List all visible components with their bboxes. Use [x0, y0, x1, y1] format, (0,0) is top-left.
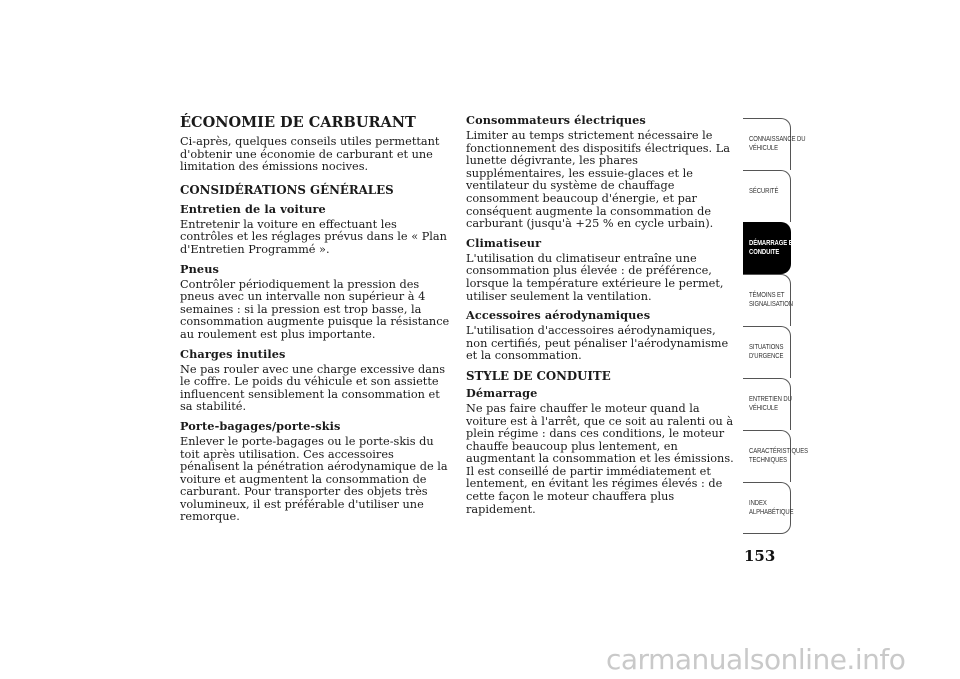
intro-paragraph: Ci-après, quelques conseils utiles permettant d'obtenir une économie de carburant et une limitation des émissions nocives. [180, 135, 440, 174]
tab-label-line: ENTRETIEN DU [749, 394, 792, 403]
subsection-text: Entretenir la voiture en effectuant les contrôles et les réglages prévus dans le « Plan d'Entretien Programmé ». [180, 217, 447, 256]
subsection-roof-rack [180, 420, 450, 524]
subsection-heading: Consommateurs électriques [466, 113, 646, 127]
subsection-text: Ne pas faire chauffer le moteur quand la voiture est à l'arrêt, que ce soit au ralenti ou à plein régime : dans ces conditions, le moteur chauffe beaucoup plus lentement, en augmentant la consommation et les émissions. Il est conseillé de partir immédiatement et lentement, en évitant les régimes élevés : de cette façon le moteur chauffera plus rapidement. [466, 401, 734, 516]
tab-label-line: CONNAISSANCE DU [749, 134, 806, 143]
subsection-electrical [466, 114, 736, 231]
tab-label-line: TÉMOINS ET [749, 290, 785, 299]
subsection-heading: Porte-bagages/porte-skis [180, 418, 341, 433]
chapter-tabs [743, 118, 808, 534]
section-heading-driving-style: STYLE DE CONDUITE [466, 368, 611, 383]
page-title: ÉCONOMIE DE CARBURANT [180, 114, 416, 131]
subsection-maintenance [180, 203, 450, 257]
subsection-text: Contrôler périodiquement la pression des pneus avec un intervalle non supérieur à 4 semaines : si la pression est trop basse, la consommation augmente puisque la résistance au roulement est plus importante. [180, 277, 450, 341]
watermark: carmanualsonline.info [606, 643, 906, 676]
tab-label-line: ALPHABÉTIQUE [749, 507, 794, 516]
tab-warning-lights[interactable] [743, 274, 791, 326]
tab-label-line: SIGNALISATION [749, 299, 793, 308]
subsection-heading: Charges inutiles [180, 346, 286, 361]
tab-label-line: SITUATIONS [749, 342, 784, 351]
tab-label-line: DÉMARRAGE ET [749, 238, 797, 247]
subsection-text: Ne pas rouler avec une charge excessive dans le coffre. Le poids du véhicule et son assiette influencent sensiblement la consommation et sa stabilité. [180, 362, 446, 414]
tab-starting-driving[interactable] [743, 222, 797, 274]
tab-label-line: CONDUITE [749, 247, 780, 256]
tab-vehicle-knowledge[interactable] [743, 118, 806, 170]
tab-technical-specs[interactable] [743, 430, 808, 482]
tab-safety[interactable] [743, 170, 791, 222]
subsection-text: L'utilisation d'accessoires aérodynamiques, non certifiés, peut pénaliser l'aérodynamisme et la consommation. [466, 324, 729, 363]
subsection-air-conditioning [466, 237, 736, 303]
tab-label-line: SÉCURITÉ [749, 186, 779, 195]
subsection-heading: Accessoires aérodynamiques [466, 308, 651, 323]
tab-label-line: VÉHICULE [749, 143, 779, 152]
tab-maintenance[interactable] [743, 378, 791, 430]
tab-label-line: CARACTÉRISTIQUES [749, 446, 808, 455]
subsection-text: L'utilisation du climatiseur entraîne une consommation plus élevée : de préférence, lorsque la température extérieure le permet, utiliser seulement la ventilation. [466, 251, 724, 303]
subsection-heading: Climatiseur [466, 235, 542, 250]
subsection-tyres [180, 263, 450, 342]
subsection-text: Enlever le porte-bagages ou le porte-skis du toit après utilisation. Ces accessoires pénalisent la pénétration aérodynamique de la voiture et augmentent la consommation de carburant. Pour transporter des objets très volumineux, il est préférable d'utiliser une remorque. [180, 434, 448, 524]
subsection-text: Limiter au temps strictement nécessaire le fonctionnement des dispositifs électriques. La lunette dégivrante, les phares supplémentaires, les essuie-glaces et le ventilateur du système de chauffage consomment beaucoup d'énergie, et par conséquent augmente la consommation de carburant (jusqu'à +25 % en cycle urbain). [466, 129, 730, 231]
left-column [180, 114, 450, 524]
tab-label-line: VÉHICULE [749, 403, 779, 412]
tab-label-line: D'URGENCE [749, 351, 784, 360]
subsection-heading: Entretien de la voiture [180, 201, 326, 216]
subsection-loads [180, 348, 450, 414]
section-heading-general: CONSIDÉRATIONS GÉNÉRALES [180, 182, 394, 197]
tab-emergencies[interactable] [743, 326, 791, 378]
tab-label-line: TECHNIQUES [749, 455, 788, 464]
subsection-aero-accessories [466, 309, 736, 363]
tab-label-line: INDEX [749, 498, 767, 507]
page-number: 153 [744, 547, 776, 565]
subsection-heading: Pneus [180, 261, 219, 276]
tab-index[interactable] [743, 482, 794, 534]
subsection-starting [466, 387, 736, 516]
subsection-heading: Démarrage [466, 385, 538, 400]
right-column [466, 114, 736, 516]
